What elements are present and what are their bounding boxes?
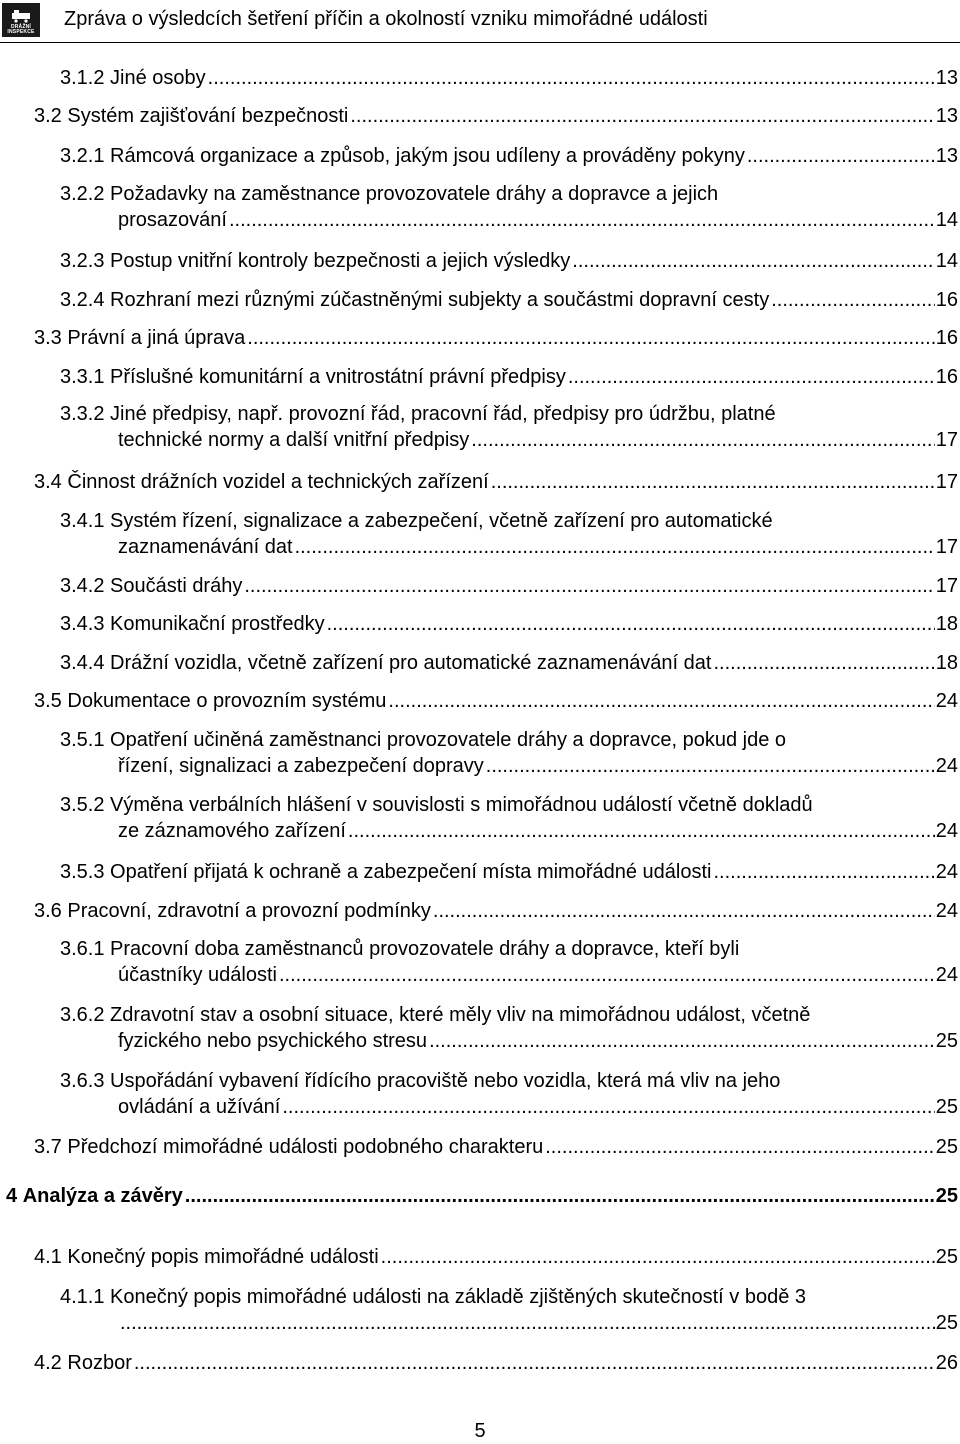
dot-leader	[381, 1244, 935, 1270]
toc-entry[interactable]	[34, 688, 958, 714]
dot-leader	[350, 103, 934, 129]
toc-entry-title-continued: zaznamenávání dat	[118, 536, 293, 558]
toc-entry[interactable]	[60, 727, 958, 779]
toc-entry-title: Drážní vozidla, včetně zařízení pro automatické zaznamenávání dat	[110, 652, 712, 674]
dot-leader	[771, 287, 935, 313]
toc-entry-title: Dokumentace o provozním systému	[67, 690, 387, 712]
toc-entry-page: 16	[935, 366, 958, 388]
logo-wordmark: DRÁŽNÍ INSPEKCE	[7, 24, 35, 35]
dot-leader	[471, 427, 934, 453]
toc-entry-page: 13	[935, 145, 958, 167]
toc-entry-page: 24	[935, 964, 958, 986]
toc-entry[interactable]	[60, 1284, 958, 1336]
toc-entry-number: 3.5.3	[60, 861, 105, 883]
dot-leader	[282, 1094, 934, 1120]
toc-entry[interactable]	[60, 508, 958, 560]
document-title: Zpráva o výsledcích šetření příčin a okolností vzniku mimořádné události	[64, 8, 708, 30]
toc-entry-number: 3.5.1	[60, 729, 105, 751]
toc-entry-title: Analýza a závěry	[22, 1185, 183, 1207]
toc-entry-title: Konečný popis mimořádné události na základě zjištěných skutečností v bodě 3	[110, 1286, 807, 1308]
dot-leader	[572, 248, 934, 274]
toc-entry-page: 25	[935, 1136, 958, 1158]
toc-entry-title: Systém řízení, signalizace a zabezpečení, včetně zařízení pro automatické	[110, 510, 773, 532]
toc-entry[interactable]	[60, 792, 958, 844]
dot-leader	[713, 650, 934, 676]
dot-leader	[545, 1134, 935, 1160]
toc-entry-number: 3.6.2	[60, 1004, 105, 1026]
toc-entry-page: 16	[935, 327, 958, 349]
toc-entry-number: 4.1	[34, 1246, 62, 1268]
toc-entry-number: 4.2	[34, 1352, 62, 1374]
dot-leader	[433, 898, 935, 924]
toc-entry-page: 17	[935, 536, 958, 558]
dot-leader	[247, 325, 934, 351]
toc-entry-number: 3.2.2	[60, 183, 105, 205]
toc-entry[interactable]	[60, 364, 958, 390]
drazni-inspekce-logo	[2, 3, 40, 37]
toc-entry-number: 3.2.3	[60, 250, 105, 272]
toc-entry-page: 26	[935, 1352, 958, 1374]
toc-entry[interactable]	[34, 469, 958, 495]
toc-entry-number: 3.3.1	[60, 366, 105, 388]
toc-entry[interactable]	[60, 1068, 958, 1120]
dot-leader	[348, 818, 935, 844]
dot-leader	[486, 753, 935, 779]
toc-entry[interactable]	[34, 1244, 958, 1270]
dot-leader	[279, 962, 935, 988]
toc-entry-title: Postup vnitřní kontroly bezpečnosti a jejich výsledky	[110, 250, 571, 272]
toc-entry-title: Rozbor	[67, 1352, 132, 1374]
page-number: 5	[474, 1420, 486, 1442]
toc-entry[interactable]	[60, 1002, 958, 1054]
toc-entry-title: Opatření přijatá k ochraně a zabezpečení místa mimořádné události	[110, 861, 712, 883]
toc-entry-page: 25	[935, 1096, 958, 1118]
toc-entry-title: Požadavky na zaměstnance provozovatele dráhy a dopravce a jejich	[110, 183, 719, 205]
toc-entry-number: 3.5.2	[60, 794, 105, 816]
toc-entry-number: 3.7	[34, 1136, 62, 1158]
toc-entry-title: Pracovní doba zaměstnanců provozovatele dráhy a dopravce, kteří byli	[110, 938, 740, 960]
toc-entry-page: 17	[935, 471, 958, 493]
toc-entry-title-continued: řízení, signalizaci a zabezpečení dopravy	[118, 755, 484, 777]
toc-entry-page: 13	[935, 67, 958, 89]
toc-entry-number: 4	[6, 1185, 18, 1207]
toc-entry[interactable]	[34, 1350, 958, 1376]
page-header	[0, 0, 960, 40]
toc-entry-number: 4.1.1	[60, 1286, 105, 1308]
toc-entry-number: 3.5	[34, 690, 62, 712]
toc-entry-title: Jiné předpisy, např. provozní řád, pracovní řád, předpisy pro údržbu, platné	[110, 403, 776, 425]
toc-entry-title: Výměna verbálních hlášení v souvislosti s mimořádnou událostí včetně dokladů	[110, 794, 813, 816]
dot-leader	[244, 573, 934, 599]
toc-entry-chapter[interactable]	[6, 1183, 958, 1209]
toc-entry-title-continued: technické normy a další vnitřní předpisy	[118, 429, 470, 451]
toc-entry-title: Součásti dráhy	[110, 575, 243, 597]
toc-entry-title-continued: prosazování	[118, 209, 227, 231]
toc-entry-page: 24	[935, 820, 958, 842]
toc-entry[interactable]	[60, 401, 958, 453]
toc-entry-page: 25	[935, 1246, 958, 1268]
toc-entry-number: 3.2	[34, 105, 62, 127]
toc-entry-title: Opatření učiněná zaměstnanci provozovatele dráhy a dopravce, pokud jde o	[110, 729, 787, 751]
dot-leader	[429, 1028, 935, 1054]
toc-entry[interactable]	[34, 898, 958, 924]
toc-entry-number: 3.6.1	[60, 938, 105, 960]
toc-entry-number: 3.2.4	[60, 289, 105, 311]
toc-entry-number: 3.3.2	[60, 403, 105, 425]
toc-entry-page: 18	[935, 652, 958, 674]
toc-entry-page: 17	[935, 575, 958, 597]
dot-leader	[295, 534, 935, 560]
toc-entry-page: 14	[935, 250, 958, 272]
toc-entry-page: 17	[935, 429, 958, 451]
toc-entry-page: 25	[935, 1030, 958, 1052]
toc-entry-title-continued: ovládání a užívání	[118, 1096, 281, 1118]
dot-leader	[185, 1183, 935, 1209]
toc-entry-title: Jiné osoby	[110, 67, 206, 89]
toc-entry-title: Činnost drážních vozidel a technických zařízení	[67, 471, 489, 493]
toc-entry-title: Systém zajišťování bezpečnosti	[67, 105, 349, 127]
toc-entry-title: Pracovní, zdravotní a provozní podmínky	[67, 900, 431, 922]
toc-entry-title: Rámcová organizace a způsob, jakým jsou udíleny a prováděny pokyny	[110, 145, 745, 167]
toc-entry[interactable]	[60, 650, 958, 676]
toc-entry-page: 14	[935, 209, 958, 231]
toc-entry-number: 3.1.2	[60, 67, 105, 89]
toc-entry-number: 3.4	[34, 471, 62, 493]
toc-entry[interactable]	[60, 287, 958, 313]
dot-leader	[491, 469, 935, 495]
toc-entry-page: 24	[935, 861, 958, 883]
toc-entry-number: 3.3	[34, 327, 62, 349]
toc-entry[interactable]	[60, 859, 958, 885]
dot-leader	[134, 1350, 935, 1376]
toc-entry-title: Zdravotní stav a osobní situace, které měly vliv na mimořádnou událost, včetně	[110, 1004, 811, 1026]
toc-entry-number: 3.2.1	[60, 145, 105, 167]
toc-entry-title: Uspořádání vybavení řídícího pracoviště nebo vozidla, která má vliv na jeho	[110, 1070, 781, 1092]
toc-entry-page: 13	[935, 105, 958, 127]
toc-entry-title-continued: fyzického nebo psychického stresu	[118, 1030, 428, 1052]
toc-entry[interactable]	[60, 65, 958, 91]
toc-entry-number: 3.4.4	[60, 652, 105, 674]
toc-entry-page: 18	[935, 613, 958, 635]
dot-leader	[747, 143, 935, 169]
toc-entry[interactable]	[60, 573, 958, 599]
toc-entry-title: Konečný popis mimořádné události	[67, 1246, 379, 1268]
toc-entry-number: 3.4.2	[60, 575, 105, 597]
toc-entry-title: Komunikační prostředky	[110, 613, 325, 635]
toc-entry-title: Právní a jiná úprava	[67, 327, 246, 349]
toc-entry[interactable]	[60, 248, 958, 274]
toc-entry-page: 24	[935, 755, 958, 777]
dot-leader	[120, 1310, 935, 1336]
dot-leader	[327, 611, 935, 637]
toc-entry[interactable]	[60, 181, 958, 233]
dot-leader	[713, 859, 934, 885]
toc-entry-number: 3.4.1	[60, 510, 105, 532]
toc-entry[interactable]	[34, 325, 958, 351]
dot-leader	[568, 364, 935, 390]
toc-entry-page: 24	[935, 690, 958, 712]
train-emblem-icon	[11, 9, 31, 23]
dot-leader	[388, 688, 934, 714]
header-divider	[0, 42, 960, 43]
toc-entry-number: 3.6.3	[60, 1070, 105, 1092]
toc-entry-number: 3.6	[34, 900, 62, 922]
toc-entry[interactable]	[60, 611, 958, 637]
toc-entry-page: 16	[935, 289, 958, 311]
toc-entry[interactable]	[60, 936, 958, 988]
toc-entry-page: 24	[935, 900, 958, 922]
toc-entry-number: 3.4.3	[60, 613, 105, 635]
toc-entry-title: Rozhraní mezi různými zúčastněnými subjekty a součástmi dopravní cesty	[110, 289, 770, 311]
toc-entry-page: 25	[935, 1312, 958, 1334]
dot-leader	[208, 65, 935, 91]
toc-entry-title-continued: ze záznamového zařízení	[118, 820, 346, 842]
toc-entry-title: Předchozí mimořádné události podobného charakteru	[67, 1136, 544, 1158]
toc-entry[interactable]	[34, 103, 958, 129]
toc-entry-page: 25	[935, 1185, 958, 1207]
toc-entry[interactable]	[34, 1134, 958, 1160]
dot-leader	[229, 207, 935, 233]
toc-entry-title-continued: účastníky události	[118, 964, 277, 986]
toc-entry[interactable]	[60, 143, 958, 169]
toc-entry-title: Příslušné komunitární a vnitrostátní právní předpisy	[110, 366, 566, 388]
